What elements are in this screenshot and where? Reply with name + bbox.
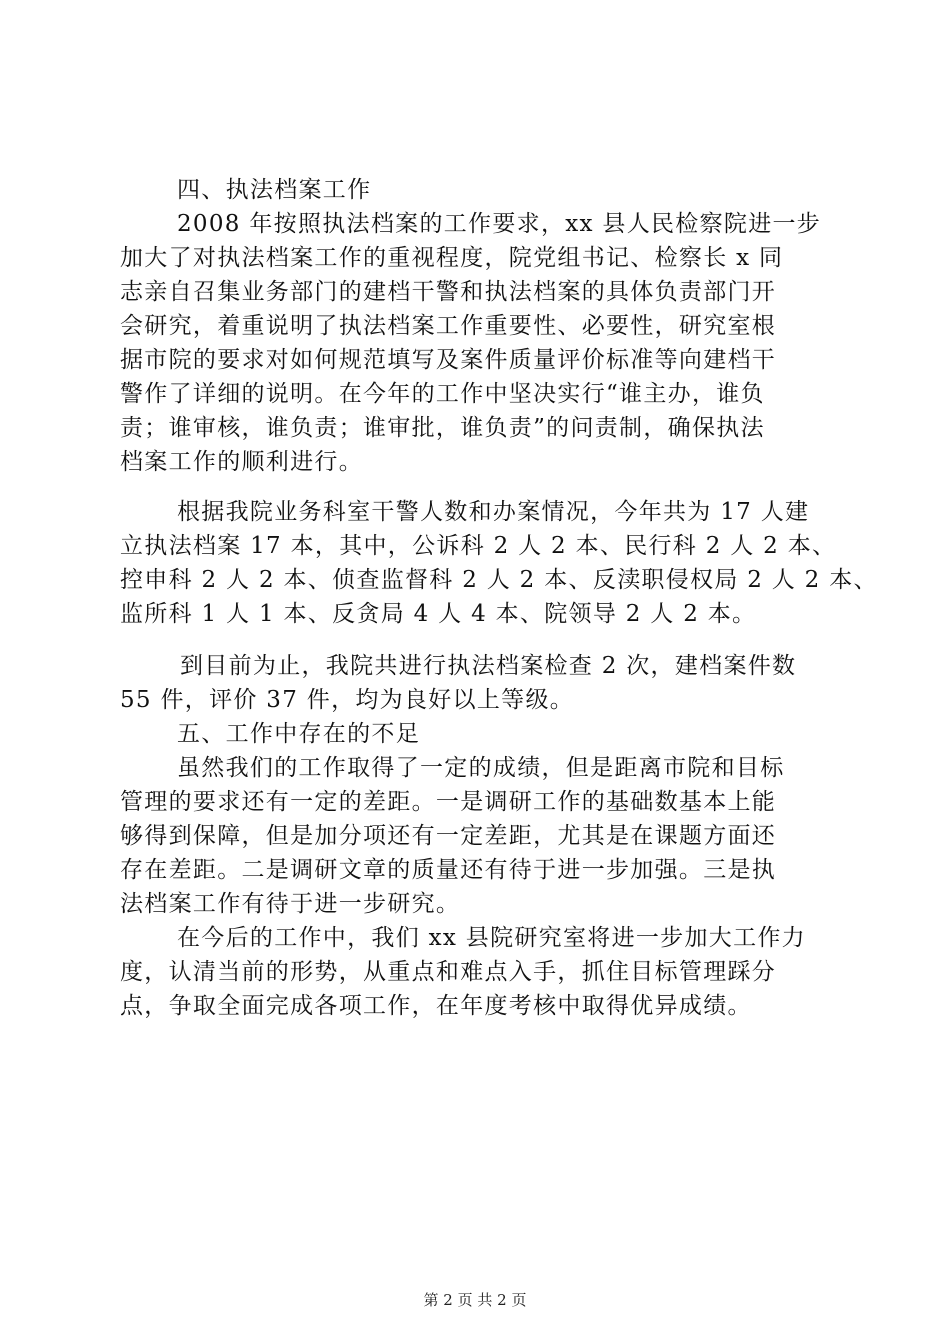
paragraph-line: 监所科 1 人 1 本、反贪局 4 人 4 本、院领导 2 人 2 本。 <box>120 601 757 627</box>
paragraph-line: 法档案工作有待于进一步研究。 <box>120 891 461 917</box>
paragraph-line: 立执法档案 17 本，其中，公诉科 2 人 2 本、民行科 2 人 2 本、 <box>120 533 837 559</box>
paragraph-line: 点，争取全面完成各项工作，在年度考核中取得优异成绩。 <box>120 993 752 1019</box>
paragraph-line: 警作了详细的说明。在今年的工作中坚决实行“谁主办，谁负 <box>120 381 765 407</box>
paragraph-line: 2008 年按照执法档案的工作要求，xx 县人民检察院进一步 <box>177 211 822 237</box>
paragraph-line: 根据我院业务科室干警人数和办案情况，今年共为 17 人建 <box>177 499 810 525</box>
paragraph-line: 在今后的工作中，我们 xx 县院研究室将进一步加大工作力 <box>177 925 806 951</box>
paragraph-line: 管理的要求还有一定的差距。一是调研工作的基础数基本上能 <box>120 789 777 815</box>
paragraph-line: 责；谁审核，谁负责；谁审批，谁负责”的问责制，确保执法 <box>120 415 765 441</box>
paragraph-line: 档案工作的顺利进行。 <box>120 449 363 475</box>
paragraph-line: 虽然我们的工作取得了一定的成绩，但是距离市院和目标 <box>177 755 785 781</box>
paragraph-line: 志亲自召集业务部门的建档干警和执法档案的具体负责部门开 <box>120 279 777 305</box>
paragraph-line: 加大了对执法档案工作的重视程度，院党组书记、检察长 x 同 <box>120 245 784 271</box>
section-heading-shortcomings: 五、工作中存在的不足 <box>177 721 420 747</box>
section-heading-enforcement-files: 四、执法档案工作 <box>177 177 372 203</box>
paragraph-line: 够得到保障，但是加分项还有一定差距，尤其是在课题方面还 <box>120 823 777 849</box>
paragraph-line: 会研究，着重说明了执法档案工作重要性、必要性，研究室根 <box>120 313 777 339</box>
page-number-footer: 第 2 页 共 2 页 <box>423 1291 527 1309</box>
paragraph-line: 到目前为止，我院共进行执法档案检查 2 次，建档案件数 <box>180 653 797 679</box>
paragraph-line: 控申科 2 人 2 本、侦查监督科 2 人 2 本、反渎职侵权局 2 人 2 本、 <box>120 567 878 593</box>
paragraph-line: 度，认清当前的形势，从重点和难点入手，抓住目标管理踩分 <box>120 959 777 985</box>
paragraph-line: 据市院的要求对如何规范填写及案件质量评价标准等向建档干 <box>120 347 777 373</box>
paragraph-line: 55 件，评价 37 件，均为良好以上等级。 <box>120 687 575 713</box>
paragraph-line: 存在差距。二是调研文章的质量还有待于进一步加强。三是执 <box>120 857 777 883</box>
